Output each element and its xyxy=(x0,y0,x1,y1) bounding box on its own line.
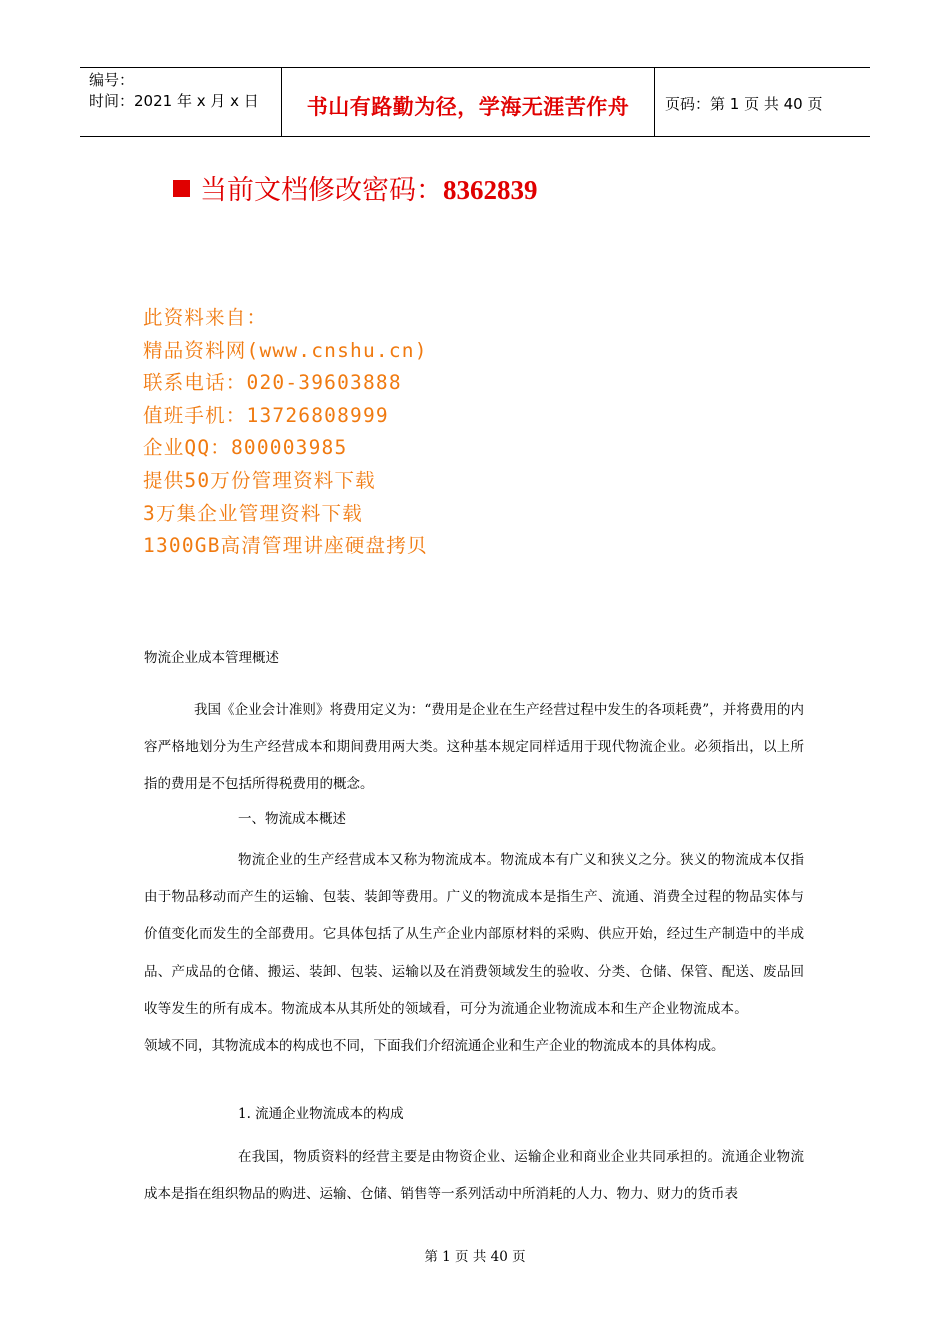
page-header xyxy=(80,67,870,137)
paragraph-part-b: 领域不同，其物流成本的构成也不同，下面我们介绍流通企业和生产企业的物流成本的具体构成。 xyxy=(144,1038,725,1055)
section-heading-2: 1. 流通企业物流成本的构成 xyxy=(238,1106,404,1122)
ad-block xyxy=(143,302,428,563)
ad-line: 1300GB高清管理讲座硬盘拷贝 xyxy=(143,534,428,558)
ad-line: 值班手机：13726808999 xyxy=(143,403,389,427)
header-page-cell xyxy=(655,68,870,136)
section-heading-1: 一、物流成本概述 xyxy=(238,811,346,827)
password-label: 当前文档修改密码： xyxy=(200,175,443,206)
password-notice xyxy=(173,168,538,207)
paragraph-part-a: 物流企业的生产经营成本又称为物流成本。物流成本有广义和狭义之分。狭义的物流成本仅指由于物品移动而产生的运输、包装、装卸等费用。广义的物流成本是指生产、流通、消费全过程的物品实体与价值变化而发生的全部费用。它具体包括了从生产企业内部原材料的采购、供应开始，经过生产制造中的半成品、产成品的仓储、搬运、装卸、包装、运输以及在消费领域发生的验收、分类、仓储、保管、配送、废品回收等发生的所有成本。物流成本从其所处的领域看，可分为流通企业物流成本和生产企业物流成本。 xyxy=(144,852,804,1017)
paragraph-logistics-cost xyxy=(144,842,804,1065)
time-label: 时间：2021 年 x 月 x 日 xyxy=(89,92,259,110)
motto-text: 书山有路勤为径，学海无涯苦作舟 xyxy=(306,95,630,119)
ad-line: 精品资料网(www.cnshu.cn) xyxy=(143,338,428,362)
ad-line: 此资料来自： xyxy=(143,306,268,329)
number-label: 编号： xyxy=(89,71,135,89)
password-code: 8362839 xyxy=(443,175,538,205)
ad-line: 提供50万份管理资料下载 xyxy=(143,468,376,492)
header-left-cell xyxy=(80,68,282,136)
red-square-bullet-icon xyxy=(173,180,190,197)
ad-line: 联系电话：020-39603888 xyxy=(143,371,402,395)
document-title: 物流企业成本管理概述 xyxy=(144,650,279,666)
page-code: 页码：第 1 页 共 40 页 xyxy=(665,95,823,113)
paragraph-distribution-cost: 在我国，物质资料的经营主要是由物资企业、运输企业和商业企业共同承担的。流通企业物流成本是指在组织物品的购进、运输、仓储、销售等一系列活动中所消耗的人力、物力、财力的货币表 xyxy=(144,1149,804,1203)
header-motto-cell xyxy=(282,68,655,136)
paragraph-intro: 我国《企业会计准则》将费用定义为：“费用是企业在生产经营过程中发生的各项耗费”，并将费用的内容严格地划分为生产经营成本和期间费用两大类。这种基本规定同样适用于现代物流企业。必须指出，以上所指的费用是不包括所得税费用的概念。 xyxy=(144,702,804,793)
ad-line: 3万集企业管理资料下载 xyxy=(143,501,363,525)
page-footer: 第 1 页 共 40 页 xyxy=(424,1249,526,1265)
ad-line: 企业QQ：800003985 xyxy=(143,436,348,460)
